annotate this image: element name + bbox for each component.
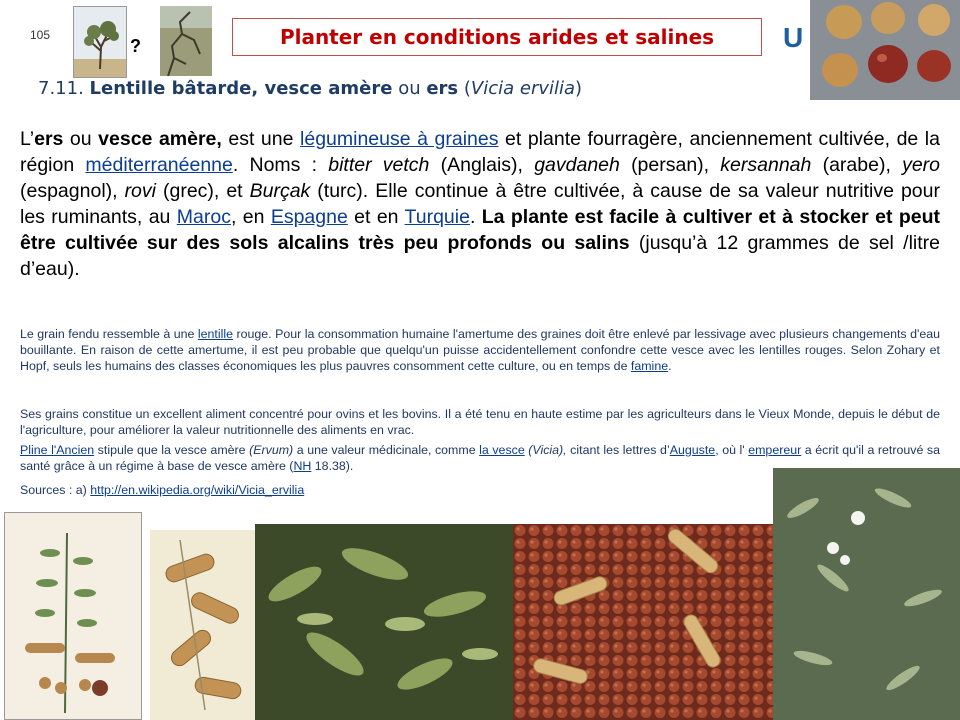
text-run: est une [221, 128, 301, 150]
flowering-plant-image [773, 468, 960, 720]
link-famine[interactable]: famine [630, 359, 669, 373]
arid-tree-image [73, 6, 127, 78]
text-run: (arabe), [811, 154, 903, 176]
page-number: 105 [30, 28, 51, 42]
subtitle-close: ) [575, 78, 583, 99]
text-run: a écrit qu'il a retrouvé sa santé grâce à un régime à base de vesce amère ( [20, 443, 940, 473]
seeds-image [810, 0, 960, 100]
subtitle-bold-ers: ers [426, 78, 459, 99]
text-run: , où l' [715, 443, 749, 457]
cracked-soil-image [160, 6, 212, 76]
text-run: (Anglais), [429, 154, 535, 176]
italic-run: gavdaneh [534, 154, 620, 176]
subtitle-latin: Vicia ervilia [470, 78, 576, 99]
link-pline[interactable]: Pline l'Ancien [20, 443, 95, 457]
green-pods-plant-image [255, 524, 513, 720]
paragraph-feed [20, 406, 940, 438]
italic-run: kersannah [720, 154, 812, 176]
paragraph-grain [20, 326, 940, 374]
page-title: Planter en conditions arides et salines [279, 25, 715, 49]
bold-run: ers [34, 128, 64, 150]
link-nh[interactable]: NH [293, 459, 312, 473]
question-mark: ? [130, 36, 141, 56]
text-run: citant les lettres d’ [566, 443, 670, 457]
link-maroc[interactable]: Maroc [176, 206, 231, 228]
link-empereur[interactable]: empereur [748, 443, 802, 457]
subtitle-prefix: 7.11. [38, 78, 90, 99]
italic-run: rovi [124, 180, 156, 202]
text-run: 18.38). [311, 459, 354, 473]
text-run: et plante fourragère, anciennement cultivée, de la région [20, 128, 940, 176]
botanical-plate-image [4, 512, 142, 720]
link-wikipedia[interactable]: http://en.wikipedia.org/wiki/Vicia_ervilia [90, 483, 305, 497]
link-la-vesce[interactable]: la vesce [479, 443, 525, 457]
italic-run: (Vicia), [528, 443, 567, 457]
italic-run: (Ervum) [249, 443, 294, 457]
text-run: ou [63, 128, 99, 150]
text-run: (turc). Elle continue à être cultivée, à cause de sa valeur nutritive pour les ruminants, au [20, 180, 940, 228]
italic-run: Burçak [249, 180, 311, 202]
text-run: (espagnol), [20, 180, 125, 202]
text-run: stipule que la vesce amère [94, 443, 250, 457]
link-legumineuse[interactable]: légumineuse à graines [300, 128, 499, 150]
bold-run: La plante est facile à cultiver et à stocker et peut être cultivée sur des sols alcalins très peu profonds ou salins [20, 206, 940, 254]
subtitle-open: ( [458, 78, 471, 99]
link-lentille[interactable]: lentille [197, 327, 234, 341]
text-run: Le grain fendu ressemble à une [20, 327, 198, 341]
bold-run: vesce amère, [98, 128, 222, 150]
link-espagne[interactable]: Espagne [270, 206, 348, 228]
link-turquie[interactable]: Turquie [404, 206, 470, 228]
subtitle-bold-names: Lentille bâtarde, vesce amère [89, 78, 393, 99]
italic-run: yero [902, 154, 940, 176]
text-run: (persan), [619, 154, 721, 176]
text-run: et en [347, 206, 405, 228]
text-run: a une valeur médicinale, comme [293, 443, 480, 457]
link-mediterraneenne[interactable]: méditerranéenne [85, 154, 233, 176]
text-run: Ses grains constitue un excellent aliment concentré pour ovins et les bovins. Il a été tenu en haute estime par les agriculteurs dans le Vieux Monde, depuis le début de l'agriculture, pour améliorer la valeur nutritionnelle des aliments en vrac. [20, 407, 940, 437]
text-run: L’ [20, 128, 35, 150]
title-box [232, 18, 762, 56]
section-subtitle [38, 78, 582, 99]
text-run: . Noms : [232, 154, 329, 176]
text-run: . [469, 206, 482, 228]
text-run: . [668, 359, 672, 373]
dried-pods-image [150, 530, 255, 720]
text-run: , en [230, 206, 271, 228]
main-paragraph [20, 126, 940, 282]
link-auguste[interactable]: Auguste [669, 443, 716, 457]
text-run: (jusqu’à 12 grammes de sel /litre d’eau). [20, 232, 940, 280]
u-letter: U [783, 22, 804, 53]
text-run: (grec), et [155, 180, 250, 202]
italic-run: bitter vetch [328, 154, 430, 176]
sources-label: Sources : a) [20, 483, 91, 497]
red-seeds-pile-image [513, 524, 773, 720]
text-run: rouge. Pour la consommation humaine l'amertume des graines doit être enlevé par lessivage avec plusieurs changements d'eau bouillante. En raison de cette amertume, il est peu probable que quelqu'un puisse accidentellement confondre cette vesce avec les lentilles rouges. Selon Zohary et Hopf, seuls les humains des classes économiques les plus pauvres consomment cette culture, ou en temps de [20, 327, 941, 373]
subtitle-middle: ou [392, 78, 427, 99]
